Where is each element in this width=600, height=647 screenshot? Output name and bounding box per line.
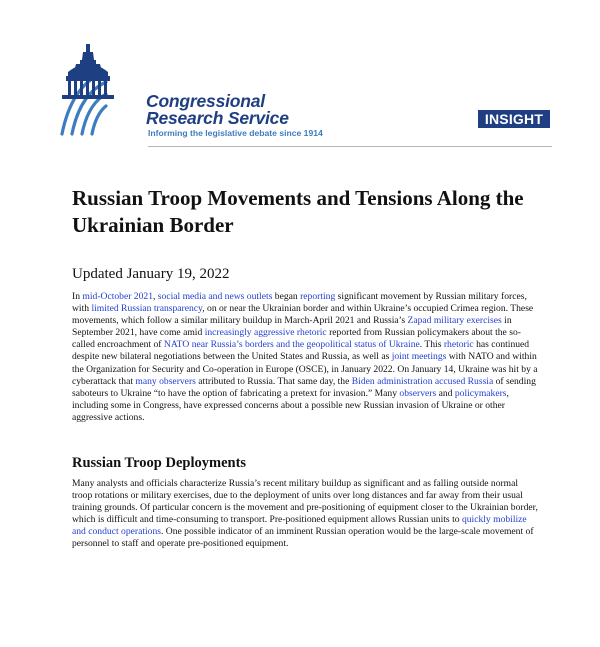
text-run: . One possible indicator of an imminent Russian operation would be the large-scale movement of personnel to staff and operate pre-positioned equipment. [72, 526, 534, 550]
text-run: , including some in Congress, have expressed concerns about a possible new Russian invasion of Ukraine or other aggressive actions. [72, 387, 509, 423]
link-aggressive-rhetoric[interactable]: increasingly aggressive rhetoric [204, 327, 327, 339]
text-run: with NATO and within the Organization for Security and Co-operation in Europe (OSCE), in January 2022. On January 14, Ukraine was hit by a cyberattack that [72, 351, 538, 387]
updated-date: Updated January 19, 2022 [72, 266, 230, 282]
link-mid-october-2021[interactable]: mid-October 2021 [82, 291, 153, 302]
capitol-dome-icon [50, 42, 160, 142]
text-run: has continued despite new bilateral negotiations between the United States and Russia, as well as [72, 339, 530, 363]
link-policymakers[interactable]: policymakers [454, 387, 507, 399]
org-name-line-2: Research Service [146, 108, 289, 128]
header-divider [148, 146, 552, 147]
link-many-observers[interactable]: many observers [135, 375, 196, 387]
text-run: . This [419, 339, 444, 351]
text-run: reported from Russian policymakers about the so-called encroachment of [72, 327, 521, 351]
link-reporting[interactable]: reporting [300, 291, 336, 302]
text-run: , on or near the Ukrainian border and within Ukraine’s occupied Crimea region. These movements, which follow a similar military buildup in March-April 2021 and Russia’s [72, 303, 534, 327]
organization-name [146, 93, 289, 127]
insight-badge: INSIGHT [478, 110, 550, 128]
link-biden-administration[interactable]: Biden administration accused Russia [351, 375, 494, 387]
link-nato-borders[interactable]: NATO near Russia’s borders and the geopolitical status of Ukraine [163, 339, 420, 351]
tagline: Informing the legislative debate since 1914 [148, 128, 323, 138]
link-quickly-mobilize[interactable]: quickly mobilize and conduct operations [72, 514, 527, 538]
text-run: attributed to Russia. That same day, the [195, 375, 352, 387]
text-run: significant movement by Russian military forces, with [72, 291, 527, 315]
page-title: Russian Troop Movements and Tensions Along the Ukrainian Border [72, 186, 524, 237]
link-social-media-news[interactable]: social media and news outlets [157, 291, 273, 302]
text-run: of sending saboteurs to Ukraine “to have the option of fabricating a pretext for invasion.” Many [72, 375, 536, 399]
text-run: began [272, 291, 301, 302]
link-zapad-exercises[interactable]: Zapad military exercises [407, 315, 502, 327]
link-joint-meetings[interactable]: joint meetings [391, 351, 447, 363]
link-limited-transparency[interactable]: limited Russian transparency [91, 303, 203, 315]
deployments-paragraph [72, 478, 540, 551]
org-name-line-1: Congressional [146, 91, 265, 111]
section-heading: Russian Troop Deployments [72, 455, 247, 471]
report-header [0, 0, 600, 160]
text-run: In [72, 291, 83, 302]
text-run: Many analysts and officials characterize Russia’s recent military buildup as significant and as falling outside normal troop rotations or military exercises, due to the deployment of units over long distances and far away from their usual training grounds. Of particular concern is the movement and pre-positioning of equipment closer to the Ukrainian border, which is difficult and time-consuming to transport. Pre-positioned equipment allows Russian units to [72, 478, 538, 526]
text-run: in September 2021, have come amid [72, 315, 512, 339]
intro-paragraph [72, 291, 540, 424]
link-observers[interactable]: observers [399, 387, 437, 399]
link-rhetoric[interactable]: rhetoric [443, 339, 474, 351]
text-run: , [153, 291, 158, 302]
text-run: and [436, 387, 455, 399]
